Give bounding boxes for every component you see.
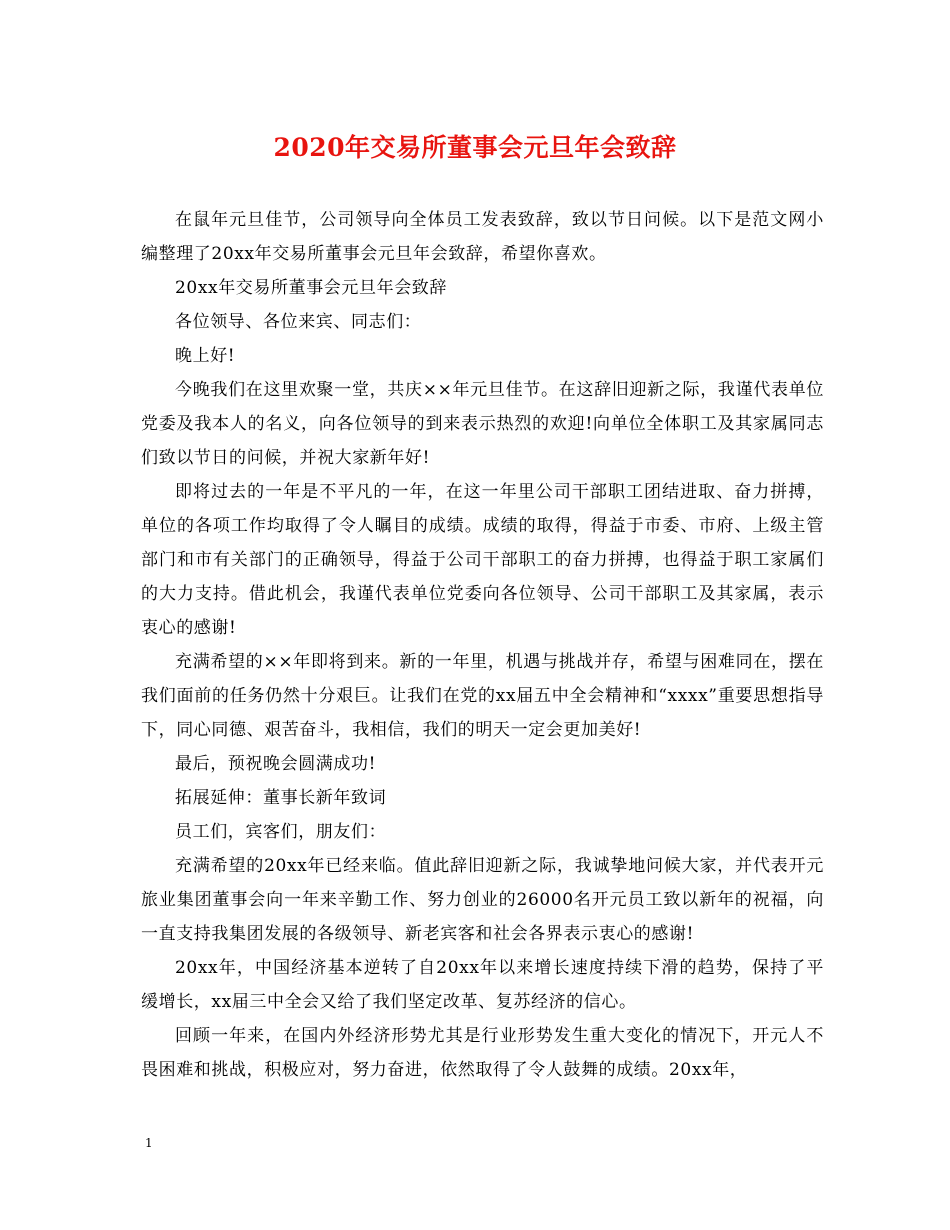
paragraph: 员工们，宾客们，朋友们： [175,822,387,842]
document-title: 2020年交易所董事会元旦年会致辞 [273,133,677,162]
paragraph: 回顾一年来，在国内外经济形势尤其是行业形势发生重大变化的情况下，开元人不畏困难和挑战，积极应对，努力奋进，依然取得了令人鼓舞的成绩。20xx年， [141,1026,824,1080]
paragraph: 晚上好! [175,346,236,366]
paragraph: 20xx年交易所董事会元旦年会致辞 [175,278,448,298]
paragraph: 20xx年，中国经济基本逆转了自20xx年以来增长速度持续下滑的趋势，保持了平缓增长，xx届三中全会又给了我们坚定改革、复苏经济的信心。 [141,958,824,1012]
paragraph: 今晚我们在这里欢聚一堂，共庆××年元旦佳节。在这辞旧迎新之际，我谨代表单位党委及我本人的名义，向各位领导的到来表示热烈的欢迎!向单位全体职工及其家属同志们致以节日的问候，并祝大家新年好! [141,380,824,468]
page-number: 1 [145,1136,153,1150]
paragraph: 即将过去的一年是不平凡的一年，在这一年里公司干部职工团结进取、奋力拼搏，单位的各项工作均取得了令人瞩目的成绩。成绩的取得，得益于市委、市府、上级主管部门和市有关部门的正确领导，得益于公司干部职工的奋力拼搏，也得益于职工家属们的大力支持。借此机会，我谨代表单位党委向各位领导、公司干部职工及其家属，表示衷心的感谢! [141,482,824,638]
document-body [141,203,824,1087]
paragraph: 充满希望的××年即将到来。新的一年里，机遇与挑战并存，希望与困难同在，摆在我们面前的任务仍然十分艰巨。让我们在党的xx届五中全会精神和“xxxx”重要思想指导下，同心同德、艰苦奋斗，我相信，我们的明天一定会更加美好! [141,652,824,740]
paragraph: 各位领导、各位来宾、同志们： [175,312,422,332]
paragraph: 在鼠年元旦佳节，公司领导向全体员工发表致辞，致以节日问候。以下是范文网小编整理了20xx年交易所董事会元旦年会致辞，希望你喜欢。 [141,210,824,264]
paragraph: 充满希望的20xx年已经来临。值此辞旧迎新之际，我诚挚地问候大家，并代表开元旅业集团董事会向一年来辛勤工作、努力创业的26000名开元员工致以新年的祝福，向一直支持我集团发展的各级领导、新老宾客和社会各界表示衷心的感谢! [141,856,824,944]
paragraph: 拓展延伸：董事长新年致词 [175,788,387,808]
paragraph: 最后，预祝晚会圆满成功! [175,754,377,774]
